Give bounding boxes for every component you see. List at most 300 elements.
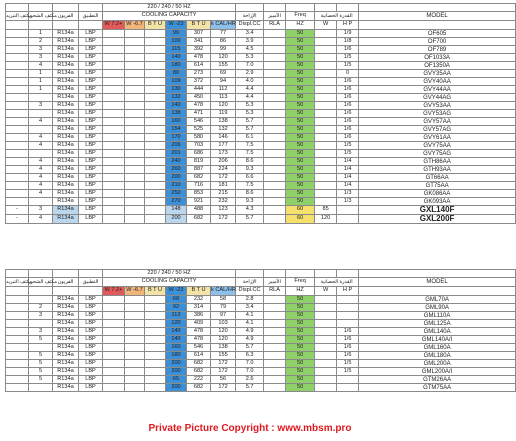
table-row: [6, 54, 516, 62]
cell-w72: [103, 296, 125, 304]
cell-freq: 50: [286, 360, 315, 368]
cell-w67: [125, 134, 145, 142]
cell-btu: [145, 206, 166, 215]
cell-cooling-type: [6, 158, 29, 166]
rla-header-2: RLA: [264, 287, 286, 296]
cell-btu: [145, 78, 166, 86]
cell-hp: 1/6: [337, 344, 359, 352]
cell-watt: [315, 182, 337, 190]
cell-watt: [315, 368, 337, 376]
cell-w72: [103, 384, 125, 392]
cell-application: LBP: [79, 70, 103, 78]
cell-model: OF1350A: [359, 62, 516, 70]
cell-w72: [103, 46, 125, 54]
cell-application: LBP: [79, 368, 103, 376]
cell-w72: [103, 215, 125, 224]
table-row: [6, 38, 516, 46]
cell-btu: [145, 94, 166, 102]
table-row: [6, 296, 516, 304]
cell-w23: 160: [166, 344, 187, 352]
cell-watt: [315, 78, 337, 86]
cell-w72: [103, 38, 125, 46]
cell-cooling-type: [6, 376, 29, 384]
cell-w72: [103, 174, 125, 182]
cell-displacement: 8.6: [236, 158, 264, 166]
cell-displacement: 4.9: [236, 336, 264, 344]
cell-w67: [125, 320, 145, 328]
cell-w67: [125, 158, 145, 166]
w67-header-2: W -6.7: [125, 287, 145, 296]
cell-hp: 1/8: [337, 38, 359, 46]
cell-displacement: 7.5: [236, 182, 264, 190]
arabic-current: الأمبير: [264, 12, 286, 21]
table-row: [6, 102, 516, 110]
cell-btu: [145, 320, 166, 328]
cell-freq: 50: [286, 30, 315, 38]
cell-model: GML140A/I: [359, 336, 516, 344]
cell-displacement: 5.7: [236, 215, 264, 224]
cell-model: GML70A: [359, 296, 516, 304]
cell-w23: 80: [166, 70, 187, 78]
cell-w72: [103, 78, 125, 86]
cooling-capacity-header: COOLING CAPACITY: [103, 12, 236, 21]
cell-watt: [315, 158, 337, 166]
cell-gas: R134a: [53, 336, 79, 344]
cell-application: LBP: [79, 62, 103, 70]
cell-w72: [103, 94, 125, 102]
cell-w72: [103, 86, 125, 94]
cell-displacement: 4.9: [236, 328, 264, 336]
cell-btu-value: 921: [187, 198, 211, 206]
cell-freq: 50: [286, 110, 315, 118]
cell-rla: [264, 70, 286, 78]
cell-hp: 1/4: [337, 166, 359, 174]
cell-kcal: 56: [211, 376, 236, 384]
w-header: W: [315, 21, 337, 30]
cell-cooling-type: [6, 296, 29, 304]
cell-condenser: 4: [29, 215, 53, 224]
cell-btu-value: 682: [187, 360, 211, 368]
cell-btu-value: 478: [187, 54, 211, 62]
cell-application: LBP: [79, 206, 103, 215]
cell-hp: 1/5: [337, 360, 359, 368]
arabic-condenser: مكثف الشحن: [29, 12, 57, 19]
cell-displacement: 7.5: [236, 150, 264, 158]
cell-freq: 50: [286, 86, 315, 94]
table-row: [6, 62, 516, 70]
cell-w67: [125, 368, 145, 376]
hz-header: HZ: [286, 21, 315, 30]
cell-btu-value: 478: [187, 102, 211, 110]
cell-model: GVY53AA: [359, 102, 516, 110]
cell-btu-value: 686: [187, 150, 211, 158]
cell-model: GVY75AA: [359, 142, 516, 150]
cell-cooling-type: [6, 126, 29, 134]
cell-w72: [103, 206, 125, 215]
cell-w72: [103, 126, 125, 134]
cell-freq: 50: [286, 344, 315, 352]
cell-kcal: 224: [211, 166, 236, 174]
cell-rla: [264, 384, 286, 392]
w72-header-2: W 7.2+: [103, 287, 125, 296]
cell-w23: 200: [166, 215, 187, 224]
cell-w23: 138: [166, 110, 187, 118]
table-row: [6, 304, 516, 312]
cell-btu-value: 372: [187, 78, 211, 86]
cell-w67: [125, 70, 145, 78]
cell-watt: [315, 190, 337, 198]
table-row: [6, 190, 516, 198]
cell-kcal: 155: [211, 62, 236, 70]
cell-model: GVY61AA: [359, 134, 516, 142]
arabic-app: التطبيق: [79, 12, 103, 21]
cell-w72: [103, 166, 125, 174]
cell-displacement: 7.5: [236, 142, 264, 150]
cell-rla: [264, 304, 286, 312]
cell-btu-value: 614: [187, 62, 211, 70]
cell-application: LBP: [79, 215, 103, 224]
cell-hp: 0: [337, 70, 359, 78]
cell-freq: 50: [286, 150, 315, 158]
cell-gas: R134a: [53, 368, 79, 376]
cell-btu: [145, 376, 166, 384]
cell-kcal: 206: [211, 158, 236, 166]
arabic-power: القدرة الحصانية: [315, 12, 359, 21]
cell-hp: 1/6: [337, 118, 359, 126]
cell-gas: R134a: [53, 86, 79, 94]
cell-kcal: 58: [211, 296, 236, 304]
cell-btu: [145, 158, 166, 166]
cell-condenser: 5: [29, 352, 53, 360]
cell-rla: [264, 344, 286, 352]
cell-cooling-type: [6, 312, 29, 320]
cell-model: GML125A: [359, 320, 516, 328]
cell-w23: 90: [166, 30, 187, 38]
cell-displacement: 5.3: [236, 102, 264, 110]
cell-hp: 1/6: [337, 94, 359, 102]
cell-application: LBP: [79, 320, 103, 328]
cell-w67: [125, 215, 145, 224]
cell-application: LBP: [79, 158, 103, 166]
cell-rla: [264, 46, 286, 54]
cell-rla: [264, 174, 286, 182]
cell-w72: [103, 158, 125, 166]
arabic-gas: الفريون: [53, 12, 79, 21]
cell-kcal: 113: [211, 94, 236, 102]
cell-w67: [125, 126, 145, 134]
cell-freq: 50: [286, 312, 315, 320]
cell-cooling-type: -: [6, 215, 29, 224]
cell-w67: [125, 86, 145, 94]
cell-w23: 92: [166, 304, 187, 312]
cell-application: LBP: [79, 198, 103, 206]
cell-gas: R134a: [53, 118, 79, 126]
cell-watt: [315, 312, 337, 320]
cell-condenser: 3: [29, 46, 53, 54]
cell-w23: 270: [166, 198, 187, 206]
table-row: [6, 174, 516, 182]
cell-model: GT66AA: [359, 174, 516, 182]
cell-w72: [103, 142, 125, 150]
cell-kcal: 172: [211, 360, 236, 368]
cell-watt: [315, 384, 337, 392]
cell-w23: 100: [166, 38, 187, 46]
cell-w23: 115: [166, 46, 187, 54]
cell-w23: 132: [166, 94, 187, 102]
cell-w72: [103, 360, 125, 368]
cell-w23: 260: [166, 166, 187, 174]
cell-application: LBP: [79, 190, 103, 198]
cell-w23: 180: [166, 62, 187, 70]
cell-application: LBP: [79, 328, 103, 336]
cell-btu-value: 580: [187, 134, 211, 142]
cell-freq: 50: [286, 70, 315, 78]
cell-condenser: [29, 344, 53, 352]
cell-w67: [125, 118, 145, 126]
cell-btu: [145, 54, 166, 62]
cell-btu: [145, 30, 166, 38]
cell-btu: [145, 86, 166, 94]
cell-w23: 68: [166, 296, 187, 304]
hp-header-2: H P: [337, 287, 359, 296]
cell-gas: R134a: [53, 352, 79, 360]
cell-freq: 50: [286, 328, 315, 336]
cell-w23: 250: [166, 190, 187, 198]
cell-watt: [315, 94, 337, 102]
cell-displacement: 7.0: [236, 360, 264, 368]
cell-application: LBP: [79, 54, 103, 62]
model-header: MODEL: [359, 12, 516, 21]
cell-w67: [125, 384, 145, 392]
cell-displacement: 5.7: [236, 344, 264, 352]
cell-w23: 206: [166, 142, 187, 150]
cell-application: LBP: [79, 46, 103, 54]
cell-btu-value: 232: [187, 296, 211, 304]
cell-model: GVY75AG: [359, 150, 516, 158]
cell-freq: 50: [286, 54, 315, 62]
cell-btu: [145, 126, 166, 134]
cell-hp: 1/5: [337, 54, 359, 62]
cell-freq: 50: [286, 190, 315, 198]
cell-watt: [315, 198, 337, 206]
w-header-2: W: [315, 287, 337, 296]
table-row: [6, 352, 516, 360]
table-2-body: [6, 296, 516, 392]
table-row: [6, 94, 516, 102]
table-row: [6, 384, 516, 392]
cell-model: GTH86AA: [359, 158, 516, 166]
cell-w23: 160: [166, 118, 187, 126]
cell-rla: [264, 368, 286, 376]
cell-w23: 180: [166, 352, 187, 360]
cell-watt: [315, 46, 337, 54]
cell-cooling-type: [6, 62, 29, 70]
cell-gas: R134a: [53, 312, 79, 320]
w23-header: W -23: [166, 21, 187, 30]
cell-condenser: [29, 150, 53, 158]
cell-gas: R134a: [53, 150, 79, 158]
cell-hp: 1/4: [337, 174, 359, 182]
cell-model: GVY53AG: [359, 110, 516, 118]
cell-hp: [337, 384, 359, 392]
cell-w72: [103, 182, 125, 190]
cell-displacement: 8.6: [236, 190, 264, 198]
cell-w23: 140: [166, 102, 187, 110]
cell-model: GT75AA: [359, 182, 516, 190]
cell-rla: [264, 296, 286, 304]
cell-w67: [125, 142, 145, 150]
cell-gas: R134a: [53, 320, 79, 328]
cell-model: GTH93AA: [359, 166, 516, 174]
cell-kcal: 155: [211, 352, 236, 360]
cell-gas: R134a: [53, 360, 79, 368]
table-row: [6, 46, 516, 54]
cell-gas: R134a: [53, 102, 79, 110]
cell-freq: 50: [286, 142, 315, 150]
cell-gas: R134a: [53, 304, 79, 312]
cell-kcal: 86: [211, 38, 236, 46]
cell-freq: 50: [286, 62, 315, 70]
cell-rla: [264, 150, 286, 158]
cell-kcal: 120: [211, 102, 236, 110]
arabic-cooling-type: مكثف التبريد: [6, 12, 33, 19]
cell-kcal: 132: [211, 126, 236, 134]
cell-btu-value: 409: [187, 320, 211, 328]
cell-freq: 50: [286, 158, 315, 166]
cell-w72: [103, 376, 125, 384]
cell-application: LBP: [79, 38, 103, 46]
cell-model: GVY57AA: [359, 118, 516, 126]
cell-condenser: 4: [29, 134, 53, 142]
cell-w67: [125, 62, 145, 70]
cell-displacement: 5.3: [236, 110, 264, 118]
cooling-capacity-header-2: COOLING CAPACITY: [103, 278, 236, 287]
cell-hp: 1/6: [337, 352, 359, 360]
cell-gas: R134a: [53, 328, 79, 336]
cell-w67: [125, 190, 145, 198]
cell-rla: [264, 206, 286, 215]
cell-rla: [264, 94, 286, 102]
cell-model: GK093AA: [359, 198, 516, 206]
cell-freq: 50: [286, 46, 315, 54]
cell-rla: [264, 352, 286, 360]
arabic-condenser-2: مكثف الشحن: [29, 278, 57, 285]
table-row: [6, 312, 516, 320]
cell-condenser: 5: [29, 360, 53, 368]
table-1-body: [6, 30, 516, 224]
cell-w72: [103, 134, 125, 142]
cell-gas: R134a: [53, 206, 79, 215]
cell-w67: [125, 46, 145, 54]
cell-displacement: 6.3: [236, 352, 264, 360]
cell-btu: [145, 296, 166, 304]
cell-w67: [125, 352, 145, 360]
cell-condenser: 2: [29, 38, 53, 46]
cell-btu: [145, 102, 166, 110]
cell-w67: [125, 30, 145, 38]
cell-condenser: [29, 126, 53, 134]
cell-rla: [264, 86, 286, 94]
cell-cooling-type: -: [6, 206, 29, 215]
cell-w72: [103, 62, 125, 70]
cell-application: LBP: [79, 134, 103, 142]
cell-w72: [103, 198, 125, 206]
cell-hp: 1/5: [337, 368, 359, 376]
cell-kcal: 138: [211, 118, 236, 126]
cell-kcal: 173: [211, 150, 236, 158]
cell-gas: R134a: [53, 182, 79, 190]
cell-displacement: 2.6: [236, 376, 264, 384]
cell-rla: [264, 102, 286, 110]
cell-btu-value: 386: [187, 312, 211, 320]
cell-application: LBP: [79, 86, 103, 94]
cell-kcal: 172: [211, 384, 236, 392]
cell-rla: [264, 190, 286, 198]
cell-rla: [264, 62, 286, 70]
cell-displacement: 5.7: [236, 126, 264, 134]
cell-hp: [337, 304, 359, 312]
cell-gas: R134a: [53, 158, 79, 166]
cell-btu-value: 682: [187, 384, 211, 392]
cell-rla: [264, 198, 286, 206]
cell-w67: [125, 198, 145, 206]
cell-watt: [315, 344, 337, 352]
cell-watt: [315, 352, 337, 360]
cell-w23: 200: [166, 174, 187, 182]
cell-condenser: 1: [29, 70, 53, 78]
cell-btu-value: 614: [187, 352, 211, 360]
cell-cooling-type: [6, 360, 29, 368]
model-header-2: MODEL: [359, 278, 516, 287]
cell-hp: 1/6: [337, 102, 359, 110]
table-row: [6, 368, 516, 376]
cell-condenser: 5: [29, 368, 53, 376]
cell-freq: 50: [286, 166, 315, 174]
cell-gas: R134a: [53, 62, 79, 70]
cell-condenser: 3: [29, 312, 53, 320]
cell-w23: 240: [166, 158, 187, 166]
cell-w72: [103, 312, 125, 320]
table-row: [6, 328, 516, 336]
cell-watt: [315, 126, 337, 134]
cell-model: GTM75AA: [359, 384, 516, 392]
cell-watt: [315, 336, 337, 344]
table-row: [6, 360, 516, 368]
cell-btu: [145, 304, 166, 312]
cell-w72: [103, 102, 125, 110]
cell-watt: [315, 54, 337, 62]
cell-model: GTM26AA: [359, 376, 516, 384]
cell-w67: [125, 344, 145, 352]
cell-rla: [264, 360, 286, 368]
cell-cooling-type: [6, 54, 29, 62]
cell-freq: 50: [286, 174, 315, 182]
cell-w67: [125, 38, 145, 46]
cell-cooling-type: [6, 86, 29, 94]
cell-btu-value: 341: [187, 38, 211, 46]
cell-rla: [264, 376, 286, 384]
cell-cooling-type: [6, 134, 29, 142]
cell-watt: [315, 304, 337, 312]
cell-w67: [125, 54, 145, 62]
table-row: [6, 150, 516, 158]
cell-condenser: [29, 198, 53, 206]
cell-btu-value: 478: [187, 328, 211, 336]
cell-w23: 170: [166, 134, 187, 142]
cell-btu-value: 546: [187, 118, 211, 126]
cell-cooling-type: [6, 344, 29, 352]
hp-header: H P: [337, 21, 359, 30]
